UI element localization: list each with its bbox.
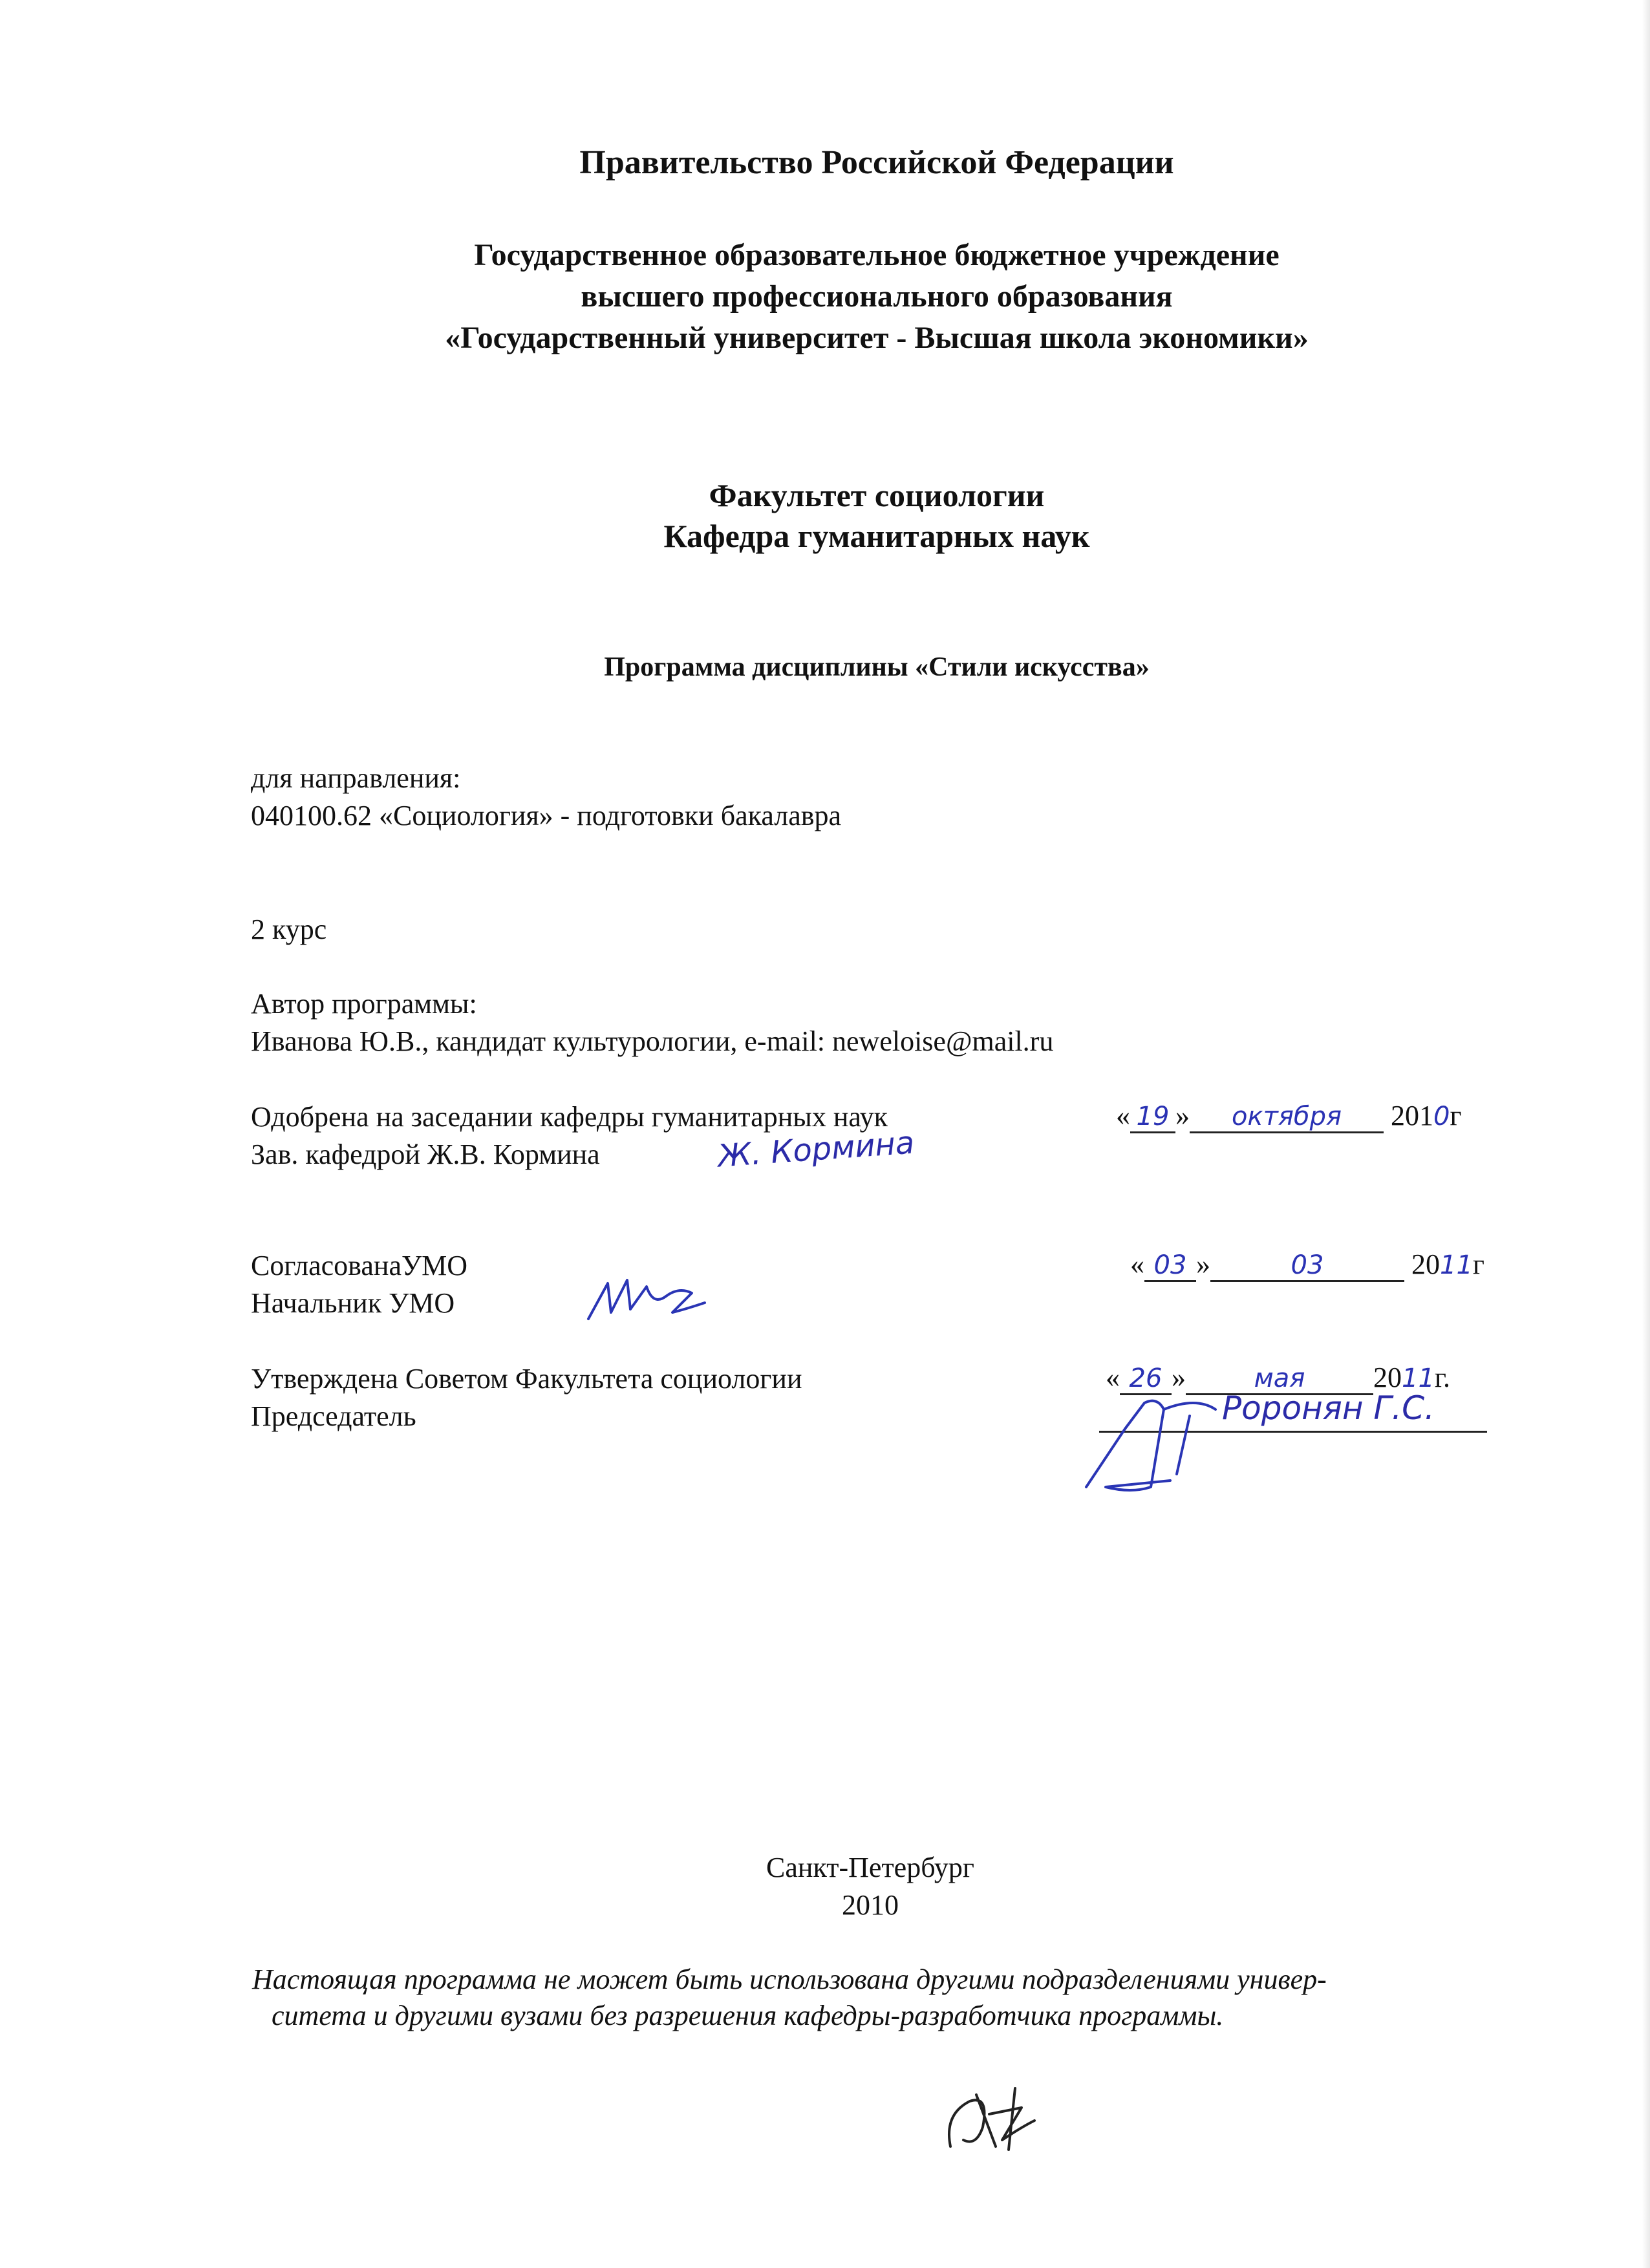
chairman-text: Председатель xyxy=(251,1400,416,1432)
approval-date-2: « 03 » 03 2011г xyxy=(1130,1248,1484,1282)
usage-notice xyxy=(252,1962,1513,2034)
department-head-signature: Ж. Кормина xyxy=(716,1124,916,1175)
direction-label: для направления: xyxy=(251,762,461,794)
institution-heading xyxy=(0,235,1650,359)
institution-line: высшего профессионального образования xyxy=(581,279,1173,314)
city-text: Санкт-Петербург xyxy=(766,1852,974,1883)
umo-approval-text: СогласованаУМО xyxy=(251,1250,468,1281)
notice-line: ситета и другими вузами без разрешения кафедры-разработчика программы. xyxy=(272,2000,1224,2031)
date-year-handwritten: 11 xyxy=(1440,1250,1473,1280)
department-head-text: Зав. кафедрой Ж.В. Кормина xyxy=(251,1139,600,1170)
department-name: Кафедра гуманитарных наук xyxy=(663,518,1090,554)
program-title: Программа дисциплины «Стили искусства» xyxy=(604,652,1150,682)
government-heading: Правительство Российской Федерации xyxy=(579,144,1174,181)
chairman-signature xyxy=(1067,1390,1235,1506)
author-value: Иванова Ю.В., кандидат культурологии, e-mail: neweloise@mail.ru xyxy=(251,1025,1054,1057)
date-month-handwritten: мая xyxy=(1186,1364,1373,1395)
direction-value: 040100.62 «Социология» - подготовки бакалавра xyxy=(251,800,842,831)
date-day-handwritten: 19 xyxy=(1130,1102,1175,1133)
umo-head-signature xyxy=(582,1267,711,1338)
year-text: 2010 xyxy=(842,1889,899,1921)
date-day-handwritten: 03 xyxy=(1144,1250,1196,1282)
faculty-heading xyxy=(0,475,1650,557)
bottom-signature xyxy=(938,2075,1047,2159)
approval-date-1: « 19 » октября 2010г xyxy=(1116,1099,1462,1133)
course-text: 2 курс xyxy=(251,914,327,945)
scan-edge-shadow xyxy=(1642,0,1650,2268)
approval-department-text: Одобрена на заседании кафедры гуманитарных наук xyxy=(251,1101,888,1133)
date-year-handwritten: 0 xyxy=(1433,1102,1450,1131)
date-month-handwritten: октября xyxy=(1190,1102,1384,1133)
institution-line: «Государственный университет - Высшая школа экономики» xyxy=(445,321,1309,355)
chairman-name-handwritten: Роронян Г.С. xyxy=(1222,1389,1435,1427)
date-year-handwritten: 11 xyxy=(1402,1364,1435,1393)
umo-head-text: Начальник УМО xyxy=(251,1287,455,1319)
date-day-handwritten: 26 xyxy=(1120,1364,1172,1395)
council-approval-text: Утверждена Советом Факультета социологии xyxy=(251,1363,802,1395)
date-month-handwritten: 03 xyxy=(1210,1250,1404,1282)
author-label: Автор программы: xyxy=(251,988,477,1020)
institution-line: Государственное образовательное бюджетное учреждение xyxy=(474,238,1280,272)
faculty-name: Факультет социологии xyxy=(709,477,1045,513)
notice-line: Настоящая программа не может быть использована другими подразделениями универ- xyxy=(252,1963,1327,1995)
approval-date-3: « 26 » мая 2011г. xyxy=(1106,1361,1450,1395)
